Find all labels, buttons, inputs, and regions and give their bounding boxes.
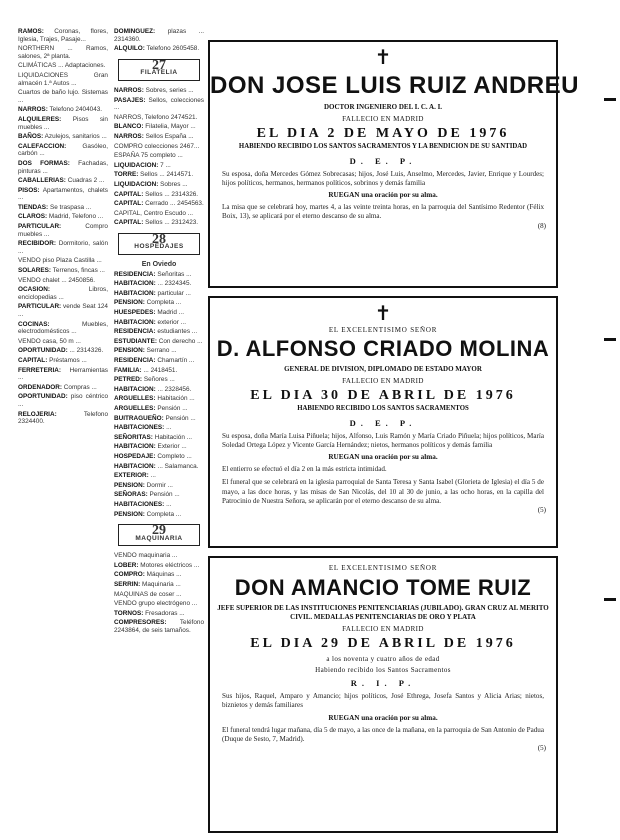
classified-ad: RELOJERIA: Telefono 2324400. xyxy=(18,410,108,426)
classified-ad: HABITACIONES: ... xyxy=(114,500,172,508)
classified-ad: PENSION: Completa ... xyxy=(114,299,182,307)
classified-ad: HABITACIONES: ... xyxy=(114,424,172,432)
reference-number: (5) xyxy=(537,744,546,753)
classified-ad: PASAJES: Sellos, colecciones ... xyxy=(114,96,204,112)
classified-ad: HUESPEDES: Madrid ... xyxy=(114,309,184,317)
classified-ad: RESIDENCIA: Chamartín ... xyxy=(114,357,195,364)
classified-ad: RAMOS: Coronas, flores, Iglesia, Trajes, Pasaje... xyxy=(18,28,108,43)
death-date: EL DIA 29 DE ABRIL DE 1976 xyxy=(250,636,516,651)
section-label: MAQUINARIA xyxy=(135,534,183,542)
classified-ad: CAPITAL: Préstamos ... xyxy=(18,356,87,364)
classified-ad: BAÑOS: Azulejos, sanitarios ... xyxy=(18,133,107,141)
cross-icon: ✝ xyxy=(374,45,392,69)
classified-ad: CAPITAL: Sellos ... 2312423. xyxy=(114,219,199,227)
classified-ad: HABITACION: particular ... xyxy=(114,289,191,297)
masses-text: El funeral que se celebrará en la iglesia parroquial de Santa Teresa y Santa Isabel (Glorieta de Iglesia) el día 5 de mayo, a las doce horas, y las misas de San Nicolás, del 10 al 30 de junio, a las ocho horas, en la capilla del Patrocinio de Nuestra Señora, se aplicarán por el eterno descanso de su alma. xyxy=(222,478,544,505)
burial-text: El entierro se efectuó el día 2 en la más estricta intimidad. xyxy=(222,465,387,474)
classified-ad: VENDO casa, 50 m ... xyxy=(18,337,81,345)
classified-ad: FERRETERIA: Herramientas ... xyxy=(18,366,108,382)
family-text: Su esposa, doña María Luisa Piñuela; hijos, Alfonso, Luis Ramón y María Criado Piñuela; hijos políticos, María Soledad Ortega López y Vicente García Hernández; nietos, hermanos políticos y demás familia xyxy=(222,431,544,449)
deceased-name: D. ALFONSO CRIADO MOLINA xyxy=(216,336,550,361)
classified-ad: MAQUINAS de coser ... xyxy=(114,590,182,598)
classified-ad: SEÑORAS: Pensión ... xyxy=(114,491,180,499)
reference-number: (5) xyxy=(537,506,546,515)
classified-ad: LIQUIDACIONES Gran almacén 1.ª Autos ... xyxy=(18,71,108,87)
family-text: Su esposa, doña Mercedes Gómez Sobrecasas; hijos, José Luis, Anselmo, Mercedes, Javier, Enrique y Lourdes; hijos políticos, hermanos, hermanos políticos, sobrinos y demás familia xyxy=(222,169,544,187)
mass-text: La misa que se celebrará hoy, martes 4, a las veinte treinta horas, en la parroquia del Santísimo Redentor (Félix Boix, 13), se aplicará por el eterno descanso de su alma. xyxy=(222,203,544,221)
classified-ad: RESIDENCIA: Señoritas ... xyxy=(114,270,192,278)
classified-ad: OPORTUNIDAD: piso céntrico ... xyxy=(18,393,108,408)
section-subtitle: En Oviedo xyxy=(141,261,177,269)
family-text: Sus hijos, Raquel, Amparo y Amancio; hijos políticos, José Ethrega, Josefa Santos y Alicia Arias; nietos, biznietos y demás familiares xyxy=(222,692,544,710)
classified-ad: PENSION: Completa ... xyxy=(114,510,182,518)
classified-ad: NORTHERN ... Ramos, salones, 2ª planta. xyxy=(18,45,108,60)
classified-ad: RESIDENCIA: estudiantes ... xyxy=(114,328,198,336)
classified-ad: CAPITAL: Sellos ... 2314326. xyxy=(114,190,199,198)
obituary-ruiz-andreu xyxy=(208,40,579,288)
classified-ad: LIQUIDACION: Sobres ... xyxy=(114,180,188,188)
sacraments-text: HABIENDO RECIBIDO LOS SANTOS SACRAMENTOS Y LA BENDICION DE SU SANTIDAD xyxy=(238,143,528,150)
classified-column-2 xyxy=(114,28,204,830)
margin-mark xyxy=(604,98,616,101)
classified-ad: SOLARES: Terrenos, fincas ... xyxy=(18,267,105,275)
classified-ad: CAPITAL: Cerrado ... 2454563. xyxy=(114,200,204,208)
classified-ad: COMPRO colecciones 2467... xyxy=(114,142,200,150)
classified-ad: HOSPEDAJE: Completo ... xyxy=(114,452,192,460)
classified-ad: OPORTUNIDAD: ... 2314326. xyxy=(18,347,104,355)
classified-ad: OCASION: Libros, enciclopedias ... xyxy=(18,286,108,301)
death-place: FALLECIO EN MADRID xyxy=(342,625,424,633)
classified-ad: PARTICULAR: Compro muebles ... xyxy=(18,223,108,238)
honorific: EL EXCELENTISIMO SEÑOR xyxy=(328,564,438,572)
classified-ad: SEÑORITAS: Habitación ... xyxy=(114,433,193,441)
obituary-tome-ruiz xyxy=(208,556,558,833)
section-number: 28 xyxy=(152,231,166,247)
section-header-maquinaria xyxy=(118,524,200,546)
classified-ad: NARROS, Telefono 2474521. xyxy=(114,113,198,121)
sacraments-text: HABIENDO RECIBIDO LOS SANTOS SACRAMENTOS xyxy=(297,405,469,412)
classified-ad: BLANCO: Filatelia, Mayor ... xyxy=(114,123,196,131)
classified-ad: FAMILIA: ... 2418451. xyxy=(114,366,178,374)
classified-ad: PISOS: Apartamentos, chalets ... xyxy=(18,186,108,202)
classified-ad: HABITACION: Exterior ... xyxy=(114,443,187,451)
classified-ad: CALEFACCION: Gasóleo, carbón ... xyxy=(18,142,108,158)
section-number: 29 xyxy=(152,523,166,539)
reference-number: (8) xyxy=(537,221,546,230)
classified-ad: COCINAS: Muebles, electrodomésticos ... xyxy=(18,320,108,336)
classified-ad: CAPITAL, Centro Escudo ... xyxy=(114,209,194,217)
classified-ad: CLIMÁTICAS ... Adaptaciones. xyxy=(18,62,106,70)
classified-ad: VENDO grupo electrógeno ... xyxy=(114,600,198,608)
classified-ad: DOS FORMAS: Fachadas, pinturas ... xyxy=(18,159,108,175)
classified-ad: RECIBIDOR: Dormitorio, salón ... xyxy=(18,240,108,255)
classified-ad: ESPAÑA 75 completo ... xyxy=(114,152,183,160)
classified-ad: VENDO piso Plaza Castilla ... xyxy=(18,257,102,265)
classified-ad: ALQUILERES: Pisos sin muebles ... xyxy=(18,115,108,131)
prayer-request: RUEGAN una oración por su alma. xyxy=(328,191,438,200)
classified-ad: SERRIN: Maquinaria ... xyxy=(114,581,181,589)
classified-ad: TORNOS: Fresadoras ... xyxy=(114,609,185,617)
section-number: 27 xyxy=(152,57,166,73)
classified-ad: ARGUELLES: Pensión ... xyxy=(114,404,188,412)
classified-ad: TIENDAS: Se traspasa ... xyxy=(18,203,92,211)
classified-ad: LOBER: Motores eléctricos ... xyxy=(114,561,200,569)
rip-text: R. I. P. xyxy=(350,678,416,688)
classified-ad: COMPRO: Máquinas ... xyxy=(114,571,182,579)
classified-ad: NARROS: Sobres, series ... xyxy=(114,86,194,94)
classified-ad: TORRE: Sellos ... 2414571. xyxy=(114,171,194,179)
age-text: a los noventa y cuatro años de edad xyxy=(326,655,440,663)
classified-ad: COMPRESORES: Teléfono 2243864, de seis tamaños. xyxy=(114,619,204,635)
rip-text: D. E. P. xyxy=(349,155,417,166)
death-place: FALLECIO EN MADRID xyxy=(342,377,424,385)
funeral-text: El funeral tendrá lugar mañana, día 5 de mayo, a las once de la mañana, en la parroquia de San Antonio de Padua (Duque de Sesto, 7, Madrid). xyxy=(222,725,544,743)
sacraments-text: Habiendo recibido los Santos Sacramentos xyxy=(315,666,451,674)
classified-ad: HABITACION: ... 2324345. xyxy=(114,280,192,288)
classified-ad: ESTUDIANTE: Con derecho ... xyxy=(114,337,203,345)
honorific: EL EXCELENTISIMO SEÑOR xyxy=(328,326,438,334)
classified-ad: PETRED: Señores ... xyxy=(114,376,175,384)
classified-ad: VENDO chalet ... 2450856. xyxy=(18,276,96,284)
classified-ad: ORDENADOR: Compras ... xyxy=(18,383,97,391)
deceased-title: GENERAL DE DIVISION, DIPLOMADO DE ESTADO MAYOR xyxy=(284,365,482,373)
classified-ad: CABALLERIAS: Cuadras 2 ... xyxy=(18,177,105,185)
classified-ad: HABITACION: exterior ... xyxy=(114,318,186,326)
classified-ad: DOMINGUEZ: plazas ... 2314360. xyxy=(114,28,204,43)
classified-column-1 xyxy=(18,28,108,830)
classified-ad: PENSION: Dormir ... xyxy=(114,481,173,489)
margin-mark xyxy=(604,338,616,341)
classified-ad: EXTERIOR: ... xyxy=(114,472,156,480)
deceased-name: DON JOSE LUIS RUIZ ANDREU xyxy=(210,72,579,99)
section-label: HOSPEDAJES xyxy=(134,243,184,251)
classified-ad: BUITRAGUEÑO: Pensión ... xyxy=(114,414,196,422)
classified-ad: PARTICULAR: vende Seat 124 ... xyxy=(18,303,108,318)
section-label: FILATELIA xyxy=(140,69,178,77)
rip-text: D. E. P. xyxy=(349,417,417,428)
deceased-name: DON AMANCIO TOME RUIZ xyxy=(234,575,532,600)
classified-ad: VENDO maquinaria ... xyxy=(114,552,178,560)
cross-icon: ✝ xyxy=(374,301,392,325)
prayer-request: RUEGAN una oración por su alma. xyxy=(328,713,438,722)
section-header-hospedajes xyxy=(118,233,200,255)
classified-ad: CLAROS: Madrid, Telefono ... xyxy=(18,213,104,221)
death-date: EL DIA 30 DE ABRIL DE 1976 xyxy=(250,388,516,403)
classified-ad: PENSION: Serrano ... xyxy=(114,347,177,355)
classified-ad: LIQUIDACION: 7 ... xyxy=(114,161,171,169)
classified-ad: HABITACION: ... 2328456. xyxy=(114,385,192,393)
classified-ad: ARGUELLES: Habitación ... xyxy=(114,395,195,403)
classified-ad: ALQUILO: Telefono 2605458. xyxy=(114,45,200,53)
classified-ad: NARROS: Telefono 2404043. xyxy=(18,106,103,114)
death-date: EL DIA 2 DE MAYO DE 1976 xyxy=(256,126,510,141)
prayer-request: RUEGAN una oración por su alma. xyxy=(328,453,438,462)
deceased-title: DOCTOR INGENIERO DEL I. C. A. I. xyxy=(323,103,443,111)
classified-ad: Cuartos de baño lujo. Sistemas ... xyxy=(18,89,108,104)
obituary-criado-molina xyxy=(208,296,558,548)
margin-mark xyxy=(604,598,616,601)
classified-ad: HABITACION: ... Salamanca. xyxy=(114,462,199,470)
deceased-title: JEFE SUPERIOR DE LAS INSTITUCIONES PENITENCIARIAS (JUBILADO). GRAN CRUZ AL MERITO CIVIL. MEDALLAS PENITENCIARIAS DE ORO Y PLATA xyxy=(217,604,549,621)
classified-ad: NARROS: Sellos España ... xyxy=(114,132,194,140)
death-place: FALLECIO EN MADRID xyxy=(342,115,424,123)
section-header-filatelia xyxy=(118,59,200,81)
